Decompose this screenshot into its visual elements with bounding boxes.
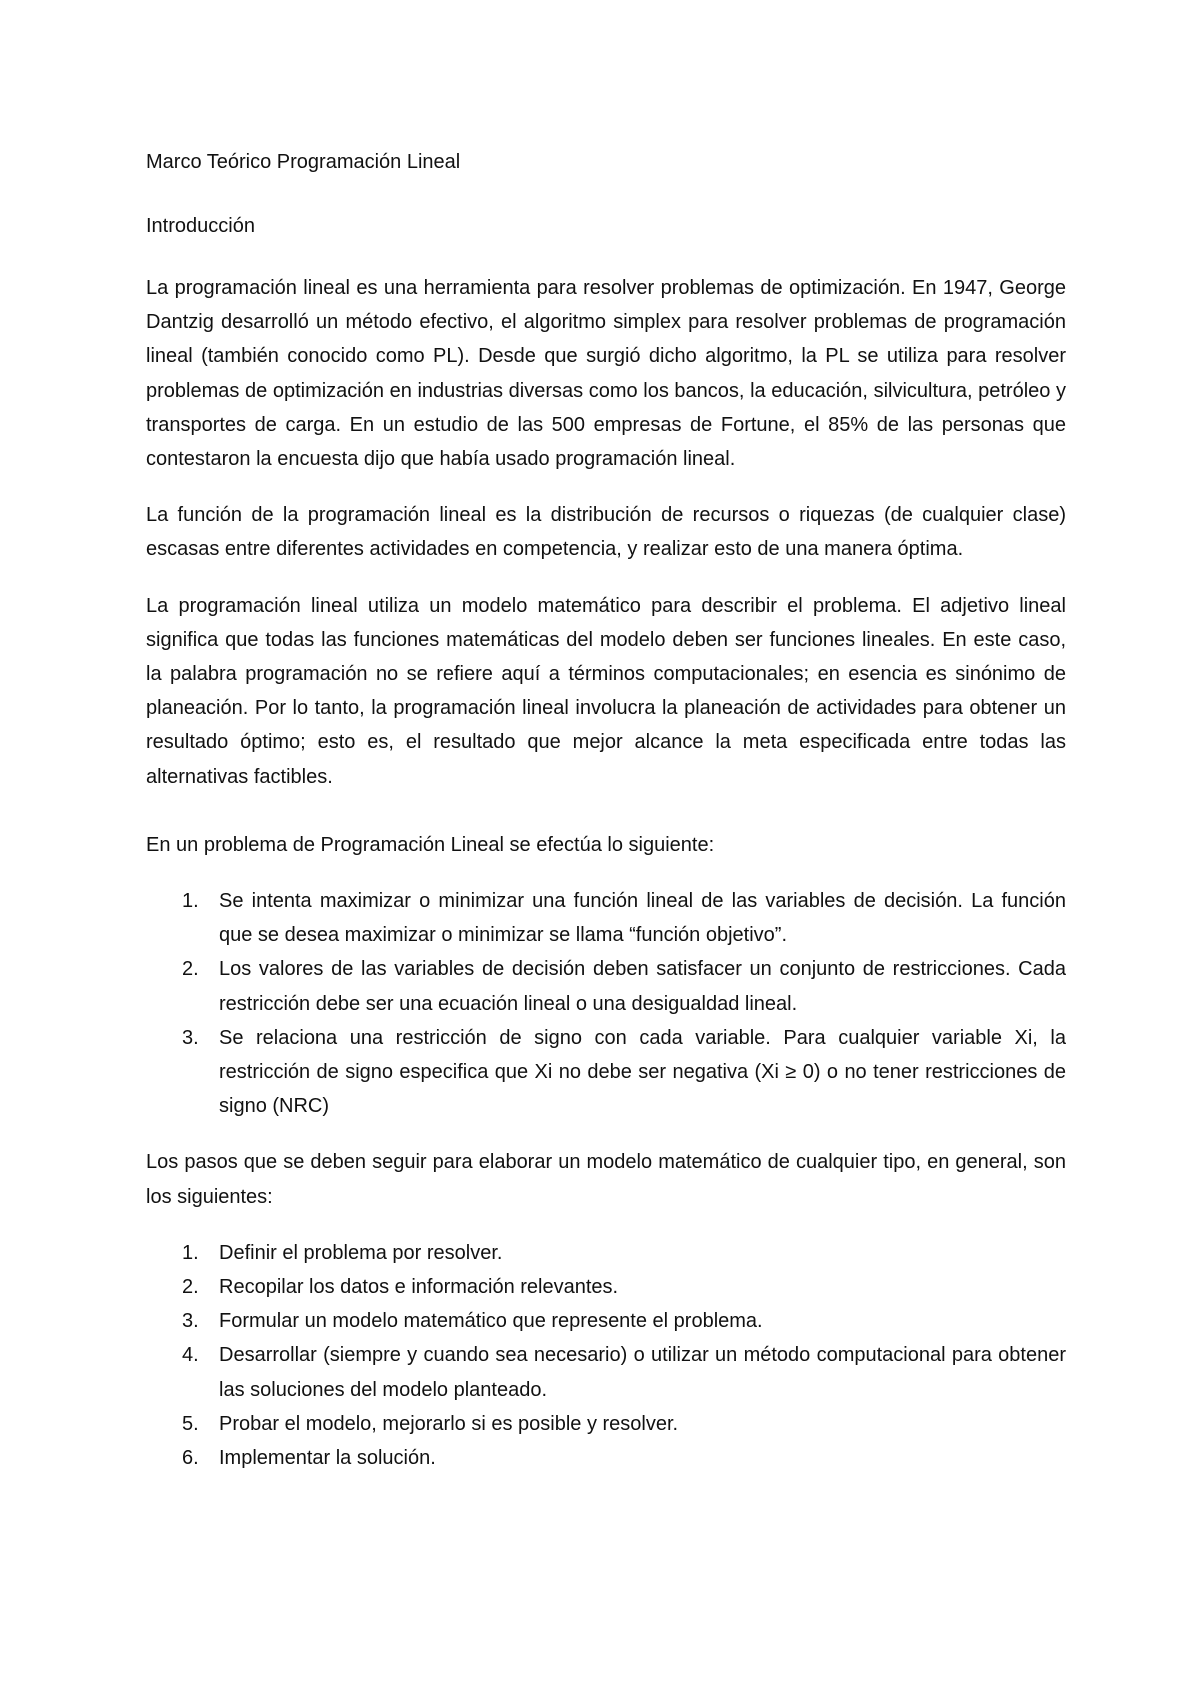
paragraph: La programación lineal es una herramienta para resolver problemas de optimización. En 1947, George Dantzig desarrolló un método efectivo, el algoritmo simplex para resolver problemas de programación lineal (también conocido como PL). Desde que surgió dicho algoritmo, la PL se utiliza para resolver problemas de optimización en industrias diversas como los bancos, la educación, silvicultura, petróleo y transportes de carga. En un estudio de las 500 empresas de Fortune, el 85% de las personas que contestaron la encuesta dijo que había usado programación lineal. [146,277,1066,471]
paragraph: La programación lineal utiliza un modelo matemático para describir el problema. El adjetivo lineal significa que todas las funciones matemáticas del modelo deben ser funciones lineales. En este caso, la palabra programación no se refiere aquí a términos computacionales; en esencia es sinónimo de planeación. Por lo tanto, la programación lineal involucra la planeación de actividades para obtener un resultado óptimo; esto es, el resultado que mejor alcance la meta especificada entre todas las alternativas factibles. [146,594,1066,788]
list-item [146,952,1066,1020]
list-item [146,1270,1066,1304]
list-number: 4. [182,1344,199,1367]
list-item-text: Se relaciona una restricción de signo con cada variable. Para cualquier variable Xi, la restricción de signo especifica que Xi no debe ser negativa (Xi ≥ 0) o no tener restricciones de signo (NRC) [219,1026,1066,1118]
list-item-text: Desarrollar (siempre y cuando sea necesario) o utilizar un método computacional para obtener las soluciones del modelo planteado. [219,1344,1066,1401]
list-number: 5. [182,1412,199,1435]
numbered-list [146,1236,1066,1475]
list-item-text: Se intenta maximizar o minimizar una función lineal de las variables de decisión. La función que se desea maximizar o minimizar se llama “función objetivo”. [219,890,1066,947]
list-number: 6. [182,1447,199,1470]
list-item-text: Probar el modelo, mejorarlo si es posible y resolver. [219,1412,679,1435]
list-item-text: Recopilar los datos e información relevantes. [219,1276,619,1299]
list-number: 2. [182,958,199,981]
list-item [146,884,1066,952]
section-heading: Introducción [146,215,255,237]
list-number: 3. [182,1026,199,1049]
paragraph: La función de la programación lineal es la distribución de recursos o riquezas (de cualquier clase) escasas entre diferentes actividades en competencia, y realizar esto de una manera óptima. [146,504,1066,561]
list-item-text: Implementar la solución. [219,1447,436,1470]
list-number: 3. [182,1310,199,1333]
list-intro: Los pasos que se deben seguir para elaborar un modelo matemático de cualquier tipo, en general, son los siguientes: [146,1151,1066,1208]
document-page [146,145,1066,1475]
list-number: 1. [182,890,199,913]
list-item [146,1021,1066,1124]
list-item [146,1338,1066,1406]
list-number: 1. [182,1241,199,1264]
list-item-text: Los valores de las variables de decisión deben satisfacer un conjunto de restricciones. Cada restricción debe ser una ecuación lineal o una desigualdad lineal. [219,958,1066,1015]
document-title: Marco Teórico Programación Lineal [146,151,461,173]
list-item [146,1407,1066,1441]
numbered-list [146,884,1066,1123]
list-intro: En un problema de Programación Lineal se efectúa lo siguiente: [146,833,715,856]
list-item [146,1441,1066,1475]
list-item-text: Definir el problema por resolver. [219,1241,503,1264]
list-item-text: Formular un modelo matemático que represente el problema. [219,1310,763,1333]
list-item [146,1304,1066,1338]
list-number: 2. [182,1276,199,1299]
list-item [146,1236,1066,1270]
